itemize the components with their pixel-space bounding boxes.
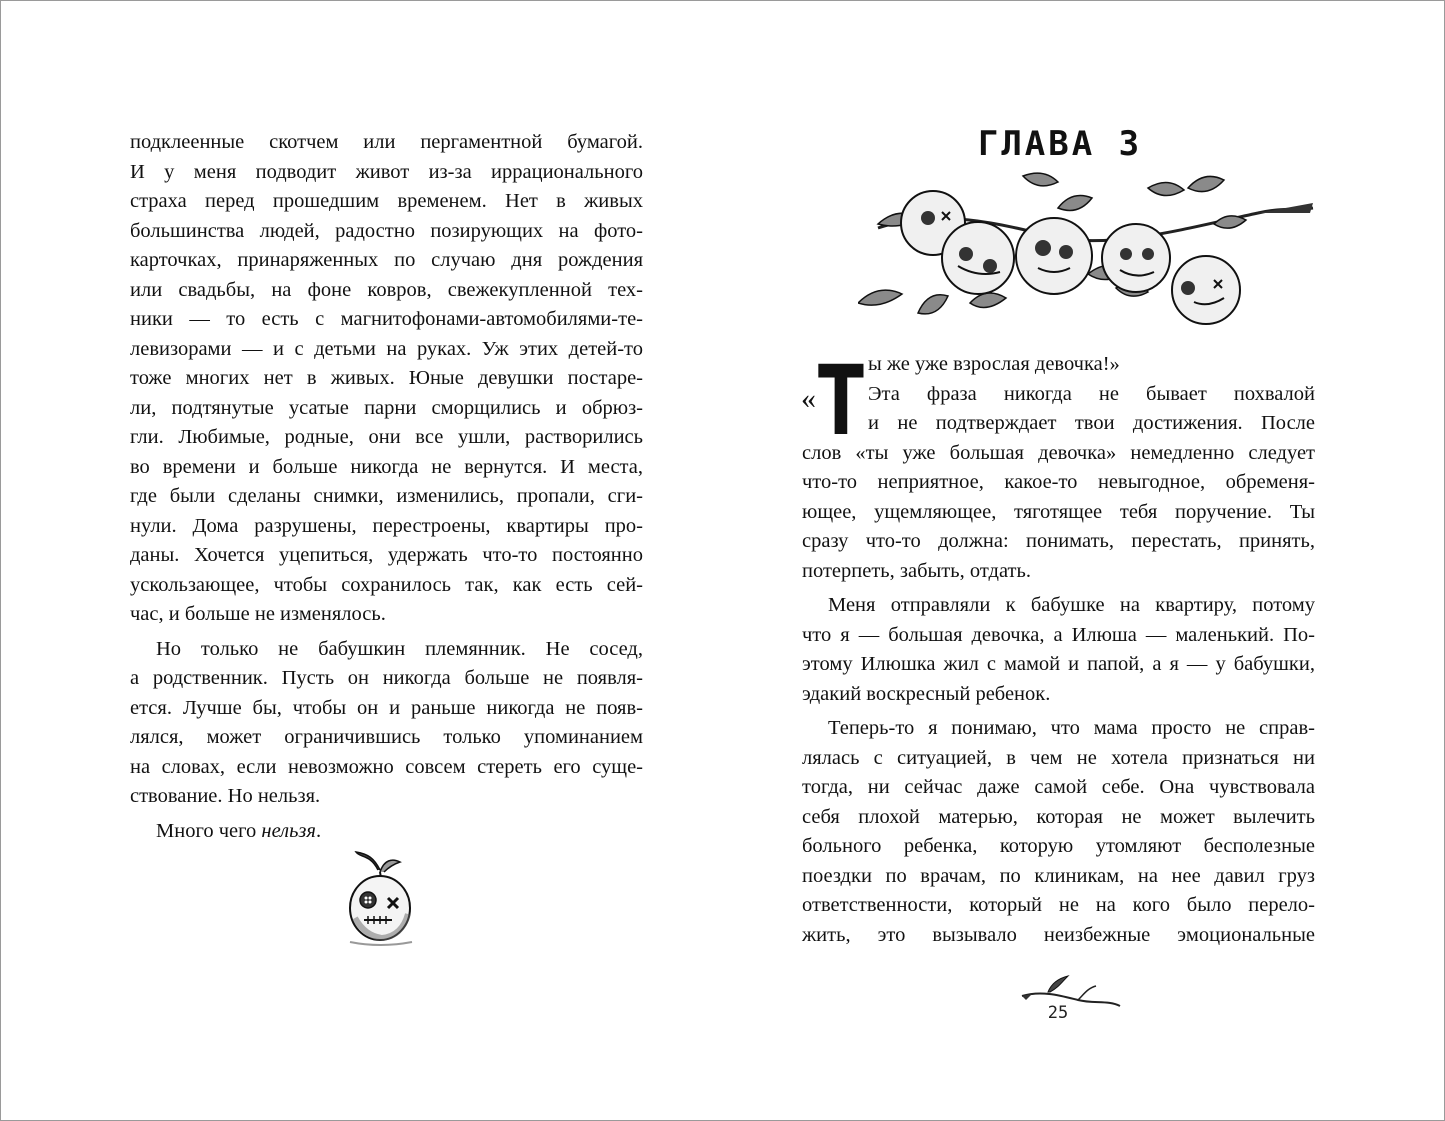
text-line: Но только не бабушкин племянник. Не сосед, <box>156 637 643 660</box>
apple-branch-illustration <box>858 168 1318 343</box>
text-line: большинства людей, радостно позирующих на фото- <box>130 219 643 242</box>
text-line: тогда, ни сейчас даже самой себе. Она чувствовала <box>802 776 1315 798</box>
text-line: час, и больше не изменялось. <box>130 603 386 625</box>
text-line: потерпеть, забыть, отдать. <box>802 559 1031 582</box>
text-line: или свадьбы, на фоне ковров, свежекупленной тех- <box>130 278 643 301</box>
text-line: и не подтверждает твои достижения. После <box>868 412 1315 434</box>
text-line: на словах, если невозможно совсем стереть его суще- <box>130 755 643 778</box>
right-page-text <box>802 345 1315 950</box>
text-line: ники — то есть с магнитофонами-автомобилями-те- <box>130 308 643 330</box>
text-line: страха перед прошедшим временем. Нет в живых <box>130 190 643 212</box>
text-line: тоже многих нет в живых. Юные девушки постаре- <box>130 367 643 389</box>
text-line: сразу что-то должна: понимать, перестать, принять, <box>802 530 1315 552</box>
text-line: подклеенные скотчем или пергаментной бумагой. <box>130 131 643 153</box>
chapter-title: ГЛАВА 3 <box>977 124 1143 164</box>
text-line: жить, это вызывало неизбежные эмоциональные <box>802 923 1315 946</box>
page-number: 25 <box>1047 1003 1069 1023</box>
text-line: И у меня подводит живот из-за иррационального <box>130 160 643 183</box>
text-line: где были сделаны снимки, изменились, пропали, сги- <box>130 485 643 507</box>
text-line: ответственности, который не на кого было перело- <box>802 894 1315 916</box>
text-line: поездки по врачам, по клиникам, на нее давил груз <box>802 864 1315 887</box>
text-line: гли. Любимые, родные, они все ушли, растворились <box>130 426 643 448</box>
text-line: ускользающее, чтобы сохранилось так, как есть сей- <box>130 573 643 596</box>
text-line: что-то неприятное, какое-то невыгодное, обременя- <box>802 471 1315 493</box>
text-line: а родственник. Пусть он никогда больше не появля- <box>130 667 643 689</box>
text-line: больного ребенка, которую утомляют бесполезные <box>802 835 1315 857</box>
text-line: левизорами — и с детьми на руках. Уж этих детей-то <box>130 337 643 360</box>
left-page-text <box>130 128 643 846</box>
text-line: даны. Хочется уцепиться, удержать что-то постоянно <box>130 544 643 566</box>
text-line: слов «ты уже большая девочка» немедленно следует <box>802 441 1315 464</box>
text-line: этому Илюшка жил с мамой и папой, а я — у бабушки, <box>802 653 1315 675</box>
text-line: ющее, ущемляющее, тяготящее тебя поручение. Ты <box>802 500 1315 523</box>
dropcap-letter: Т <box>818 345 864 457</box>
text-line: во времени и больше никогда не вернутся. И места, <box>130 455 643 478</box>
text-line: нули. Дома разрушены, перестроены, квартиры про- <box>130 514 643 537</box>
stitched-apple-icon <box>340 848 420 948</box>
text-line: ствование. Но нельзя. <box>130 785 321 807</box>
text-line: Много чего нельзя. <box>156 819 322 842</box>
text-line: что я — большая девочка, а Илюша — маленький. По- <box>802 623 1315 646</box>
text-line: Эта фраза никогда не бывает похвалой <box>868 382 1315 405</box>
text-line: ли, подтянутые усатые парни сморщились и обрюз- <box>130 396 643 419</box>
text-line: ы же уже взрослая девочка!» <box>868 353 1120 375</box>
text-line: Теперь-то я понимаю, что мама просто не справ- <box>828 717 1315 739</box>
text-line: себя плохой матерью, которая не может вылечить <box>802 805 1315 828</box>
text-line: карточках, принаряженных по случаю дня рождения <box>130 249 643 271</box>
text-line: Меня отправляли к бабушке на квартиру, потому <box>828 594 1315 616</box>
text-line: лялась с ситуацией, в чем не хотела признаться ни <box>802 746 1315 769</box>
text-line: эдакий воскресный ребенок. <box>802 682 1051 705</box>
text-line: ется. Лучше бы, чтобы он и раньше никогда не появ- <box>130 696 643 719</box>
text-line: лялся, может ограничившись только упоминанием <box>130 726 643 748</box>
dropcap-quote: « <box>801 382 816 415</box>
